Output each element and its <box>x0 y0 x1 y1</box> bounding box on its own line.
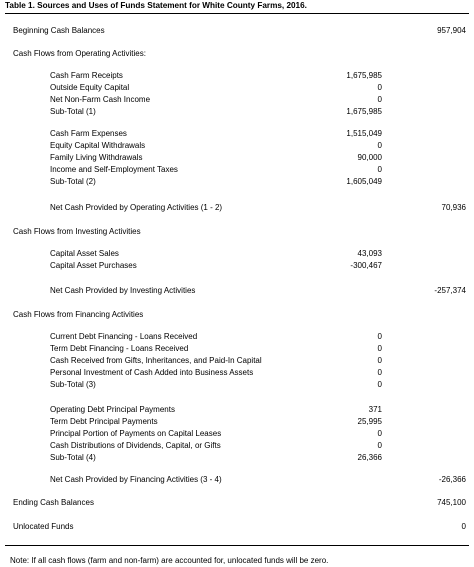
row-label: Unlocated Funds <box>13 522 74 531</box>
row-amount: 0 <box>377 344 382 353</box>
row-label: Personal Investment of Cash Added into Business Assets <box>50 368 254 377</box>
table-row <box>0 82 474 93</box>
table-row <box>0 497 474 508</box>
table-row <box>0 309 474 320</box>
table-row <box>0 106 474 117</box>
row-label: Ending Cash Balances <box>13 498 94 507</box>
row-label: Net Cash Provided by Operating Activities (1 - 2) <box>50 203 223 212</box>
table-row <box>0 176 474 187</box>
row-label: Cash Flows from Operating Activities: <box>13 49 146 58</box>
table-row <box>0 248 474 259</box>
row-amount: 0 <box>377 368 382 377</box>
row-amount: 371 <box>368 405 382 414</box>
row-total: 70,936 <box>441 203 466 212</box>
row-label: Term Debt Principal Payments <box>50 417 158 426</box>
row-amount: 0 <box>377 95 382 104</box>
table-row <box>0 379 474 390</box>
table-row <box>0 152 474 163</box>
row-label: Cash Distributions of Dividends, Capital, or Gifts <box>50 441 221 450</box>
table-row <box>0 140 474 151</box>
row-total: 0 <box>461 522 466 531</box>
row-total: 745,100 <box>437 498 466 507</box>
table-row <box>0 94 474 105</box>
row-amount: 1,605,049 <box>346 177 382 186</box>
row-amount: 25,995 <box>357 417 382 426</box>
table-note: Note: If all cash flows (farm and non-farm) are accounted for, unlocated funds will be zero. <box>10 556 329 565</box>
table-row <box>0 416 474 427</box>
bottom-rule <box>5 545 469 546</box>
row-amount: 90,000 <box>357 153 382 162</box>
row-label: Principal Portion of Payments on Capital Leases <box>50 429 222 438</box>
row-amount: 26,366 <box>357 453 382 462</box>
row-label: Sub-Total (2) <box>50 177 96 186</box>
row-label: Sub-Total (1) <box>50 107 96 116</box>
row-label: Sub-Total (4) <box>50 453 96 462</box>
row-amount: 43,093 <box>357 249 382 258</box>
table-row <box>0 343 474 354</box>
row-total: -257,374 <box>434 286 466 295</box>
table-row <box>0 355 474 366</box>
top-rule <box>5 13 469 14</box>
row-amount: 1,675,985 <box>346 71 382 80</box>
row-label: Capital Asset Purchases <box>50 261 137 270</box>
table-row <box>0 128 474 139</box>
table-row <box>0 428 474 439</box>
row-label: Beginning Cash Balances <box>13 26 105 35</box>
row-label: Cash Farm Receipts <box>50 71 123 80</box>
row-label: Outside Equity Capital <box>50 83 130 92</box>
row-label: Family Living Withdrawals <box>50 153 143 162</box>
row-amount: 1,515,049 <box>346 129 382 138</box>
table-row <box>0 25 474 36</box>
table-row <box>0 226 474 237</box>
row-label: Cash Received from Gifts, Inheritances, and Paid-In Capital <box>50 356 262 365</box>
row-label: Income and Self-Employment Taxes <box>50 165 178 174</box>
row-amount: 0 <box>377 332 382 341</box>
row-amount: -300,467 <box>350 261 382 270</box>
table-row <box>0 331 474 342</box>
row-label: Equity Capital Withdrawals <box>50 141 146 150</box>
row-amount: 0 <box>377 380 382 389</box>
table-row <box>0 440 474 451</box>
table-row <box>0 474 474 485</box>
row-label: Cash Flows from Financing Activities <box>13 310 144 319</box>
table-row <box>0 452 474 463</box>
row-amount: 0 <box>377 441 382 450</box>
row-amount: 0 <box>377 356 382 365</box>
table-title: Table 1. Sources and Uses of Funds Statement for White County Farms, 2016. <box>5 1 307 10</box>
row-label: Term Debt Financing - Loans Received <box>50 344 189 353</box>
row-label: Cash Farm Expenses <box>50 129 127 138</box>
table-row <box>0 404 474 415</box>
table-row <box>0 260 474 271</box>
row-amount: 1,675,985 <box>346 107 382 116</box>
row-amount: 0 <box>377 429 382 438</box>
table-row <box>0 202 474 213</box>
table-row <box>0 521 474 532</box>
row-total: -26,366 <box>438 475 466 484</box>
row-label: Net Cash Provided by Financing Activities (3 - 4) <box>50 475 222 484</box>
row-label: Net Cash Provided by Investing Activities <box>50 286 196 295</box>
row-amount: 0 <box>377 141 382 150</box>
table-row <box>0 367 474 378</box>
row-label: Capital Asset Sales <box>50 249 119 258</box>
row-amount: 0 <box>377 165 382 174</box>
table-row <box>0 164 474 175</box>
row-label: Current Debt Financing - Loans Received <box>50 332 198 341</box>
table-row <box>0 70 474 81</box>
table-row <box>0 48 474 59</box>
row-amount: 0 <box>377 83 382 92</box>
row-label: Net Non-Farm Cash Income <box>50 95 151 104</box>
row-label: Sub-Total (3) <box>50 380 96 389</box>
row-label: Operating Debt Principal Payments <box>50 405 175 414</box>
row-total: 957,904 <box>437 26 466 35</box>
row-label: Cash Flows from Investing Activities <box>13 227 141 236</box>
table-row <box>0 285 474 296</box>
